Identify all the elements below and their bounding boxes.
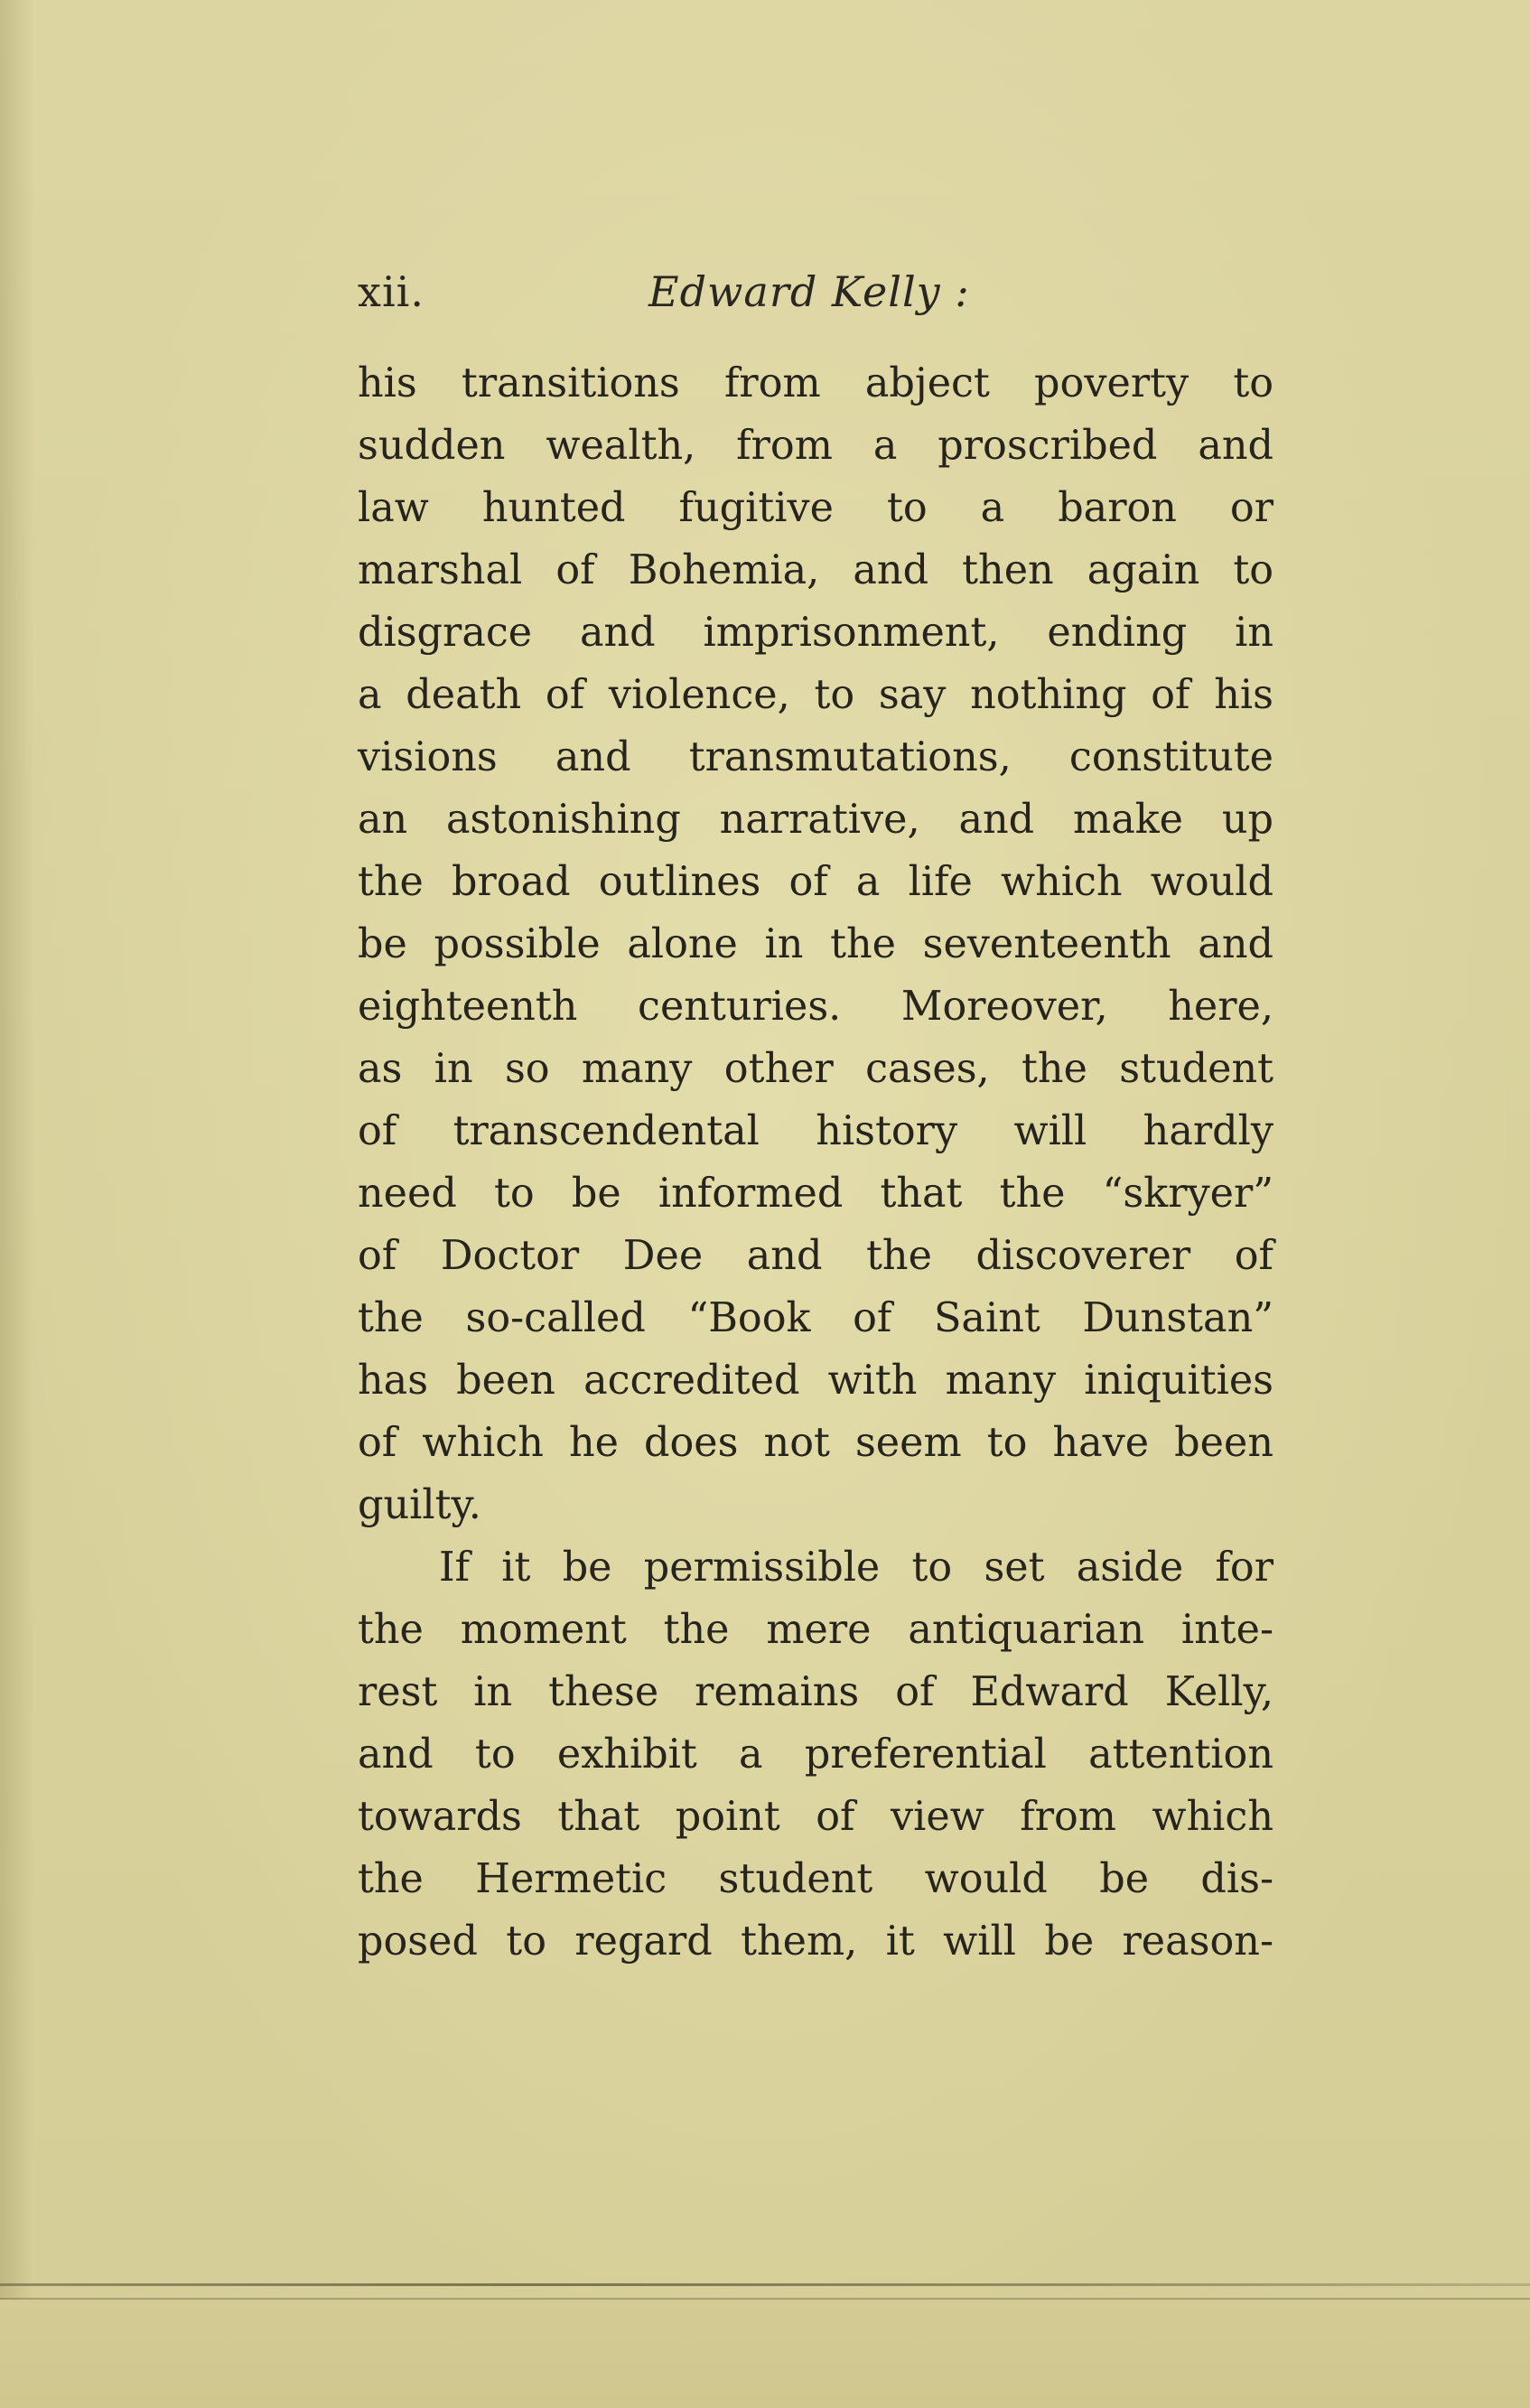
text-line: and to exhibit a preferential attention [358, 1731, 1273, 1778]
text-line: has been accredited with many iniquities [358, 1358, 1273, 1404]
text-line: the moment the mere antiquarian inte- [358, 1607, 1273, 1653]
text-line: the so-called “Book of Saint Dunstan” [358, 1295, 1273, 1341]
text-line: If it be permissible to set aside for [439, 1545, 1273, 1591]
text-line: towards that point of view from which [358, 1794, 1273, 1840]
text-line: of which he does not seem to have been [358, 1420, 1273, 1466]
text-line: posed to regard them, it will be reason- [358, 1918, 1273, 1965]
text-line: marshal of Bohemia, and then again to [358, 547, 1273, 593]
paragraph-1 [358, 352, 1273, 1536]
page-header [358, 260, 1261, 323]
text-line: law hunted fugitive to a baron or [358, 485, 1273, 531]
text-line: of transcendental history will hardly [358, 1108, 1273, 1154]
text-line: rest in these remains of Edward Kelly, [358, 1669, 1273, 1715]
text-line: the Hermetic student would be dis- [358, 1856, 1273, 1902]
page-gutter-shadow [0, 0, 34, 2408]
text-line: disgrace and imprisonment, ending in [358, 610, 1273, 656]
page-number: xii. [358, 267, 424, 316]
page-bottom-edge [0, 2300, 1530, 2408]
bottom-edge-rule [0, 2283, 1530, 2286]
text-line: eighteenth centuries. Moreover, here, [358, 984, 1273, 1030]
paragraph-2 [358, 1536, 1273, 1973]
text-line: an astonishing narrative, and make up [358, 797, 1273, 843]
text-line: guilty. [358, 1482, 481, 1528]
text-line: be possible alone in the seventeenth and [358, 921, 1273, 967]
text-line: his transitions from abject poverty to [358, 360, 1273, 406]
text-line: the broad outlines of a life which would [358, 859, 1273, 905]
body-text [358, 352, 1273, 1973]
running-title: Edward Kelly : [648, 267, 970, 316]
text-line: sudden wealth, from a proscribed and [358, 423, 1273, 469]
text-line: of Doctor Dee and the discoverer of [358, 1233, 1273, 1279]
text-line: visions and transmutations, constitute [358, 734, 1273, 780]
text-line: need to be informed that the “skryer” [358, 1171, 1273, 1217]
text-line: a death of violence, to say nothing of his [358, 672, 1273, 718]
text-line: as in so many other cases, the student [358, 1046, 1273, 1092]
